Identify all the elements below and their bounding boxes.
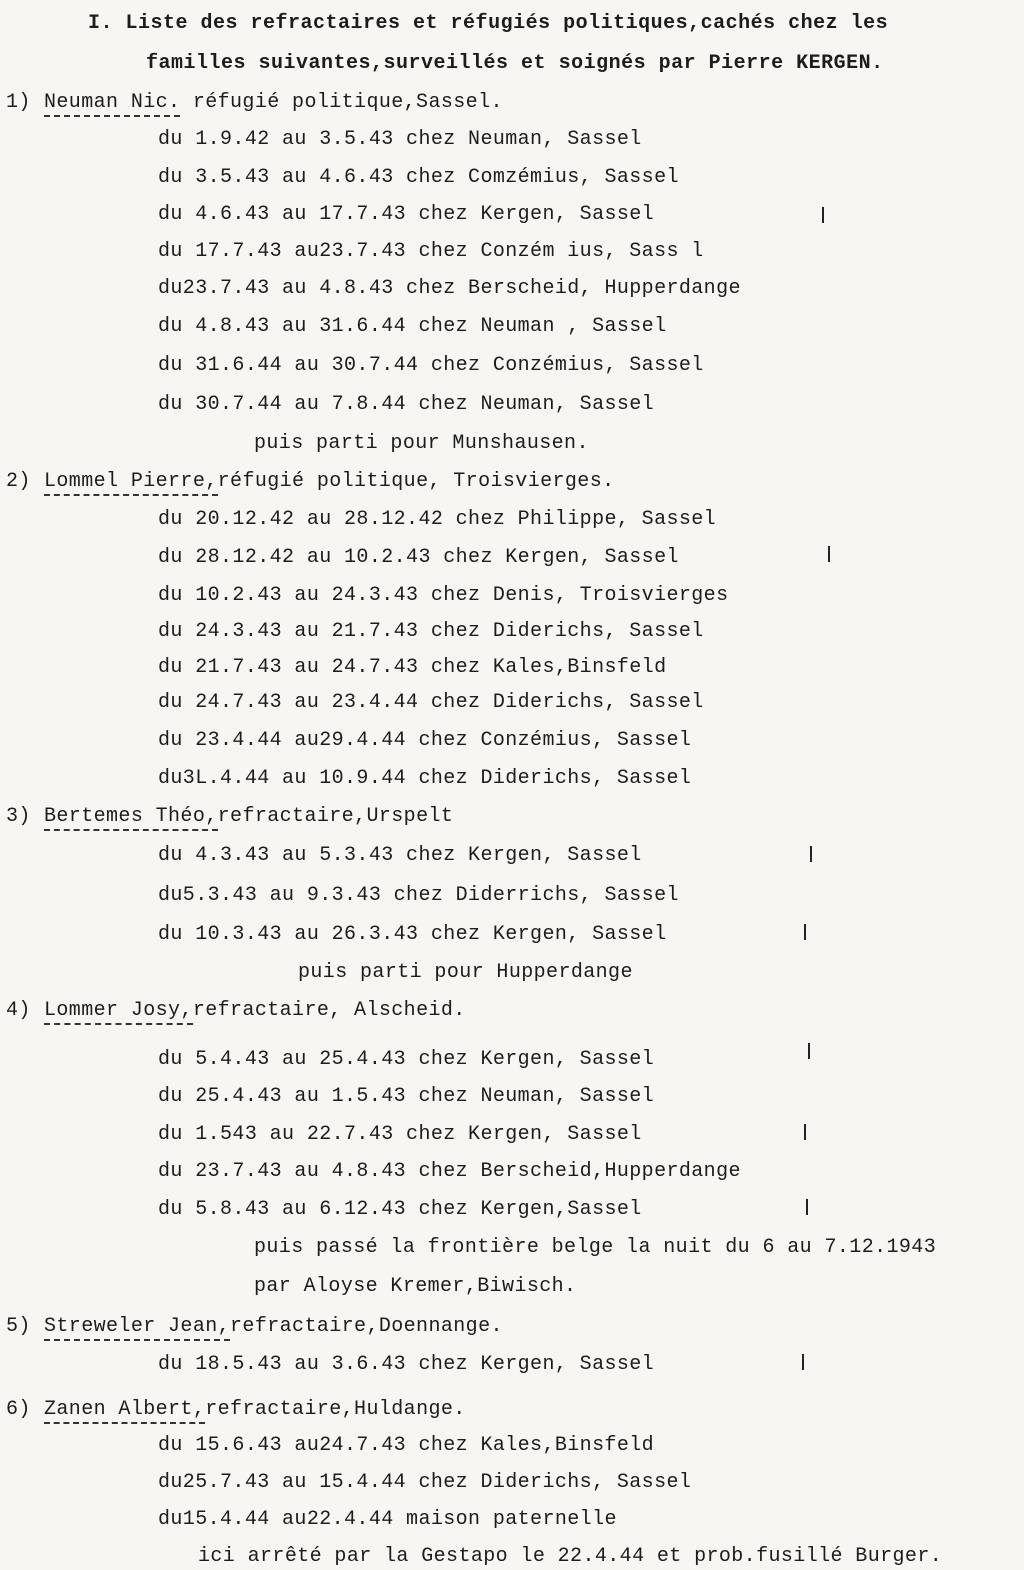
person-name: Lommel Pierre, — [44, 470, 218, 496]
stay-entry: du 5.4.43 au 25.4.43 chez Kergen, Sassel — [158, 1048, 655, 1071]
person-number: 1) — [6, 91, 31, 114]
title-line-1: I. Liste des refractaires et réfugiés politiques,cachés chez les — [88, 12, 889, 35]
person-status: réfugié politique,Sassel. — [180, 91, 503, 114]
person-status: refractaire,Huldange. — [205, 1398, 466, 1421]
stay-entry: du 5.8.43 au 6.12.43 chez Kergen,Sassel — [158, 1198, 642, 1221]
stay-entry: du3L.4.44 au 10.9.44 chez Diderichs, Sassel — [158, 767, 692, 790]
person-heading — [6, 91, 503, 117]
stay-entry: du 15.6.43 au24.7.43 chez Kales,Binsfeld — [158, 1434, 655, 1457]
title-line-2: familles suivantes,surveillés et soignés par Pierre KERGEN. — [146, 52, 884, 75]
stay-note: puis parti pour Munshausen. — [254, 432, 589, 455]
person-status: refractaire,Doennange. — [230, 1315, 503, 1338]
person-number: 5) — [6, 1315, 31, 1338]
stay-entry: du 23.4.44 au29.4.44 chez Conzémius, Sassel — [158, 729, 692, 752]
person-name: Zanen Albert, — [44, 1398, 205, 1424]
person-name: Streweler Jean, — [44, 1315, 230, 1341]
person-number: 2) — [6, 470, 31, 493]
margin-tick-mark — [828, 546, 830, 562]
stay-entry: du 18.5.43 au 3.6.43 chez Kergen, Sassel — [158, 1353, 655, 1376]
stay-entry: du 3.5.43 au 4.6.43 chez Comzémius, Sassel — [158, 166, 679, 189]
stay-entry: du15.4.44 au22.4.44 maison paternelle — [158, 1508, 617, 1531]
person-heading — [6, 1315, 503, 1341]
stay-entry: du 1.9.42 au 3.5.43 chez Neuman, Sassel — [158, 128, 642, 151]
person-name: Lommer Josy, — [44, 999, 193, 1025]
stay-entry: du 31.6.44 au 30.7.44 chez Conzémius, Sassel — [158, 354, 704, 377]
stay-entry: du 4.6.43 au 17.7.43 chez Kergen, Sassel — [158, 203, 655, 226]
stay-entry: du 4.8.43 au 31.6.44 chez Neuman , Sassel — [158, 315, 667, 338]
stay-entry: du 25.4.43 au 1.5.43 chez Neuman, Sassel — [158, 1085, 655, 1108]
person-name: Bertemes Théo, — [44, 805, 218, 831]
stay-entry: du5.3.43 au 9.3.43 chez Diderrichs, Sassel — [158, 884, 679, 907]
stay-note: puis parti pour Hupperdange — [298, 961, 633, 984]
stay-entry: du 24.3.43 au 21.7.43 chez Diderichs, Sassel — [158, 620, 704, 643]
stay-entry: du 20.12.42 au 28.12.42 chez Philippe, Sassel — [158, 508, 717, 531]
stay-entry: du 23.7.43 au 4.8.43 chez Berscheid,Hupperdange — [158, 1160, 741, 1183]
stay-entry: du 10.2.43 au 24.3.43 chez Denis, Troisvierges — [158, 584, 729, 607]
person-status: refractaire, Alscheid. — [192, 999, 466, 1022]
stay-entry: du 1.543 au 22.7.43 chez Kergen, Sassel — [158, 1123, 642, 1146]
person-heading — [6, 470, 615, 496]
margin-tick-mark — [810, 846, 812, 862]
stay-entry: du 21.7.43 au 24.7.43 chez Kales,Binsfeld — [158, 656, 667, 679]
person-number: 4) — [6, 999, 31, 1022]
person-heading — [6, 1398, 466, 1424]
stay-note: puis passé la frontière belge la nuit du 6 au 7.12.1943 — [254, 1236, 937, 1259]
stay-entry: du 4.3.43 au 5.3.43 chez Kergen, Sassel — [158, 844, 642, 867]
person-status: refractaire,Urspelt — [217, 805, 454, 828]
person-heading — [6, 805, 453, 831]
stay-note: par Aloyse Kremer,Biwisch. — [254, 1275, 577, 1298]
stay-entry: du 28.12.42 au 10.2.43 chez Kergen, Sassel — [158, 546, 679, 569]
margin-tick-mark — [804, 1124, 806, 1140]
person-heading — [6, 999, 466, 1025]
person-status: réfugié politique, Troisvierges. — [217, 470, 615, 493]
person-name: Neuman Nic. — [44, 91, 180, 117]
margin-tick-mark — [804, 924, 806, 940]
margin-tick-mark — [806, 1199, 808, 1215]
stay-entry: du25.7.43 au 15.4.44 chez Diderichs, Sassel — [158, 1471, 692, 1494]
stay-entry: du 30.7.44 au 7.8.44 chez Neuman, Sassel — [158, 393, 655, 416]
margin-tick-mark — [802, 1354, 804, 1370]
stay-note: ici arrêté par la Gestapo le 22.4.44 et prob.fusillé Burger. — [198, 1545, 943, 1568]
margin-tick-mark — [822, 207, 824, 223]
person-number: 3) — [6, 805, 31, 828]
stay-entry: du 17.7.43 au23.7.43 chez Conzém ius, Sass l — [158, 240, 704, 263]
stay-entry: du 10.3.43 au 26.3.43 chez Kergen, Sassel — [158, 923, 667, 946]
stay-entry: du 24.7.43 au 23.4.44 chez Diderichs, Sassel — [158, 691, 704, 714]
stay-entry: du23.7.43 au 4.8.43 chez Berscheid, Hupperdange — [158, 277, 741, 300]
person-number: 6) — [6, 1398, 31, 1421]
margin-tick-mark — [808, 1043, 810, 1059]
